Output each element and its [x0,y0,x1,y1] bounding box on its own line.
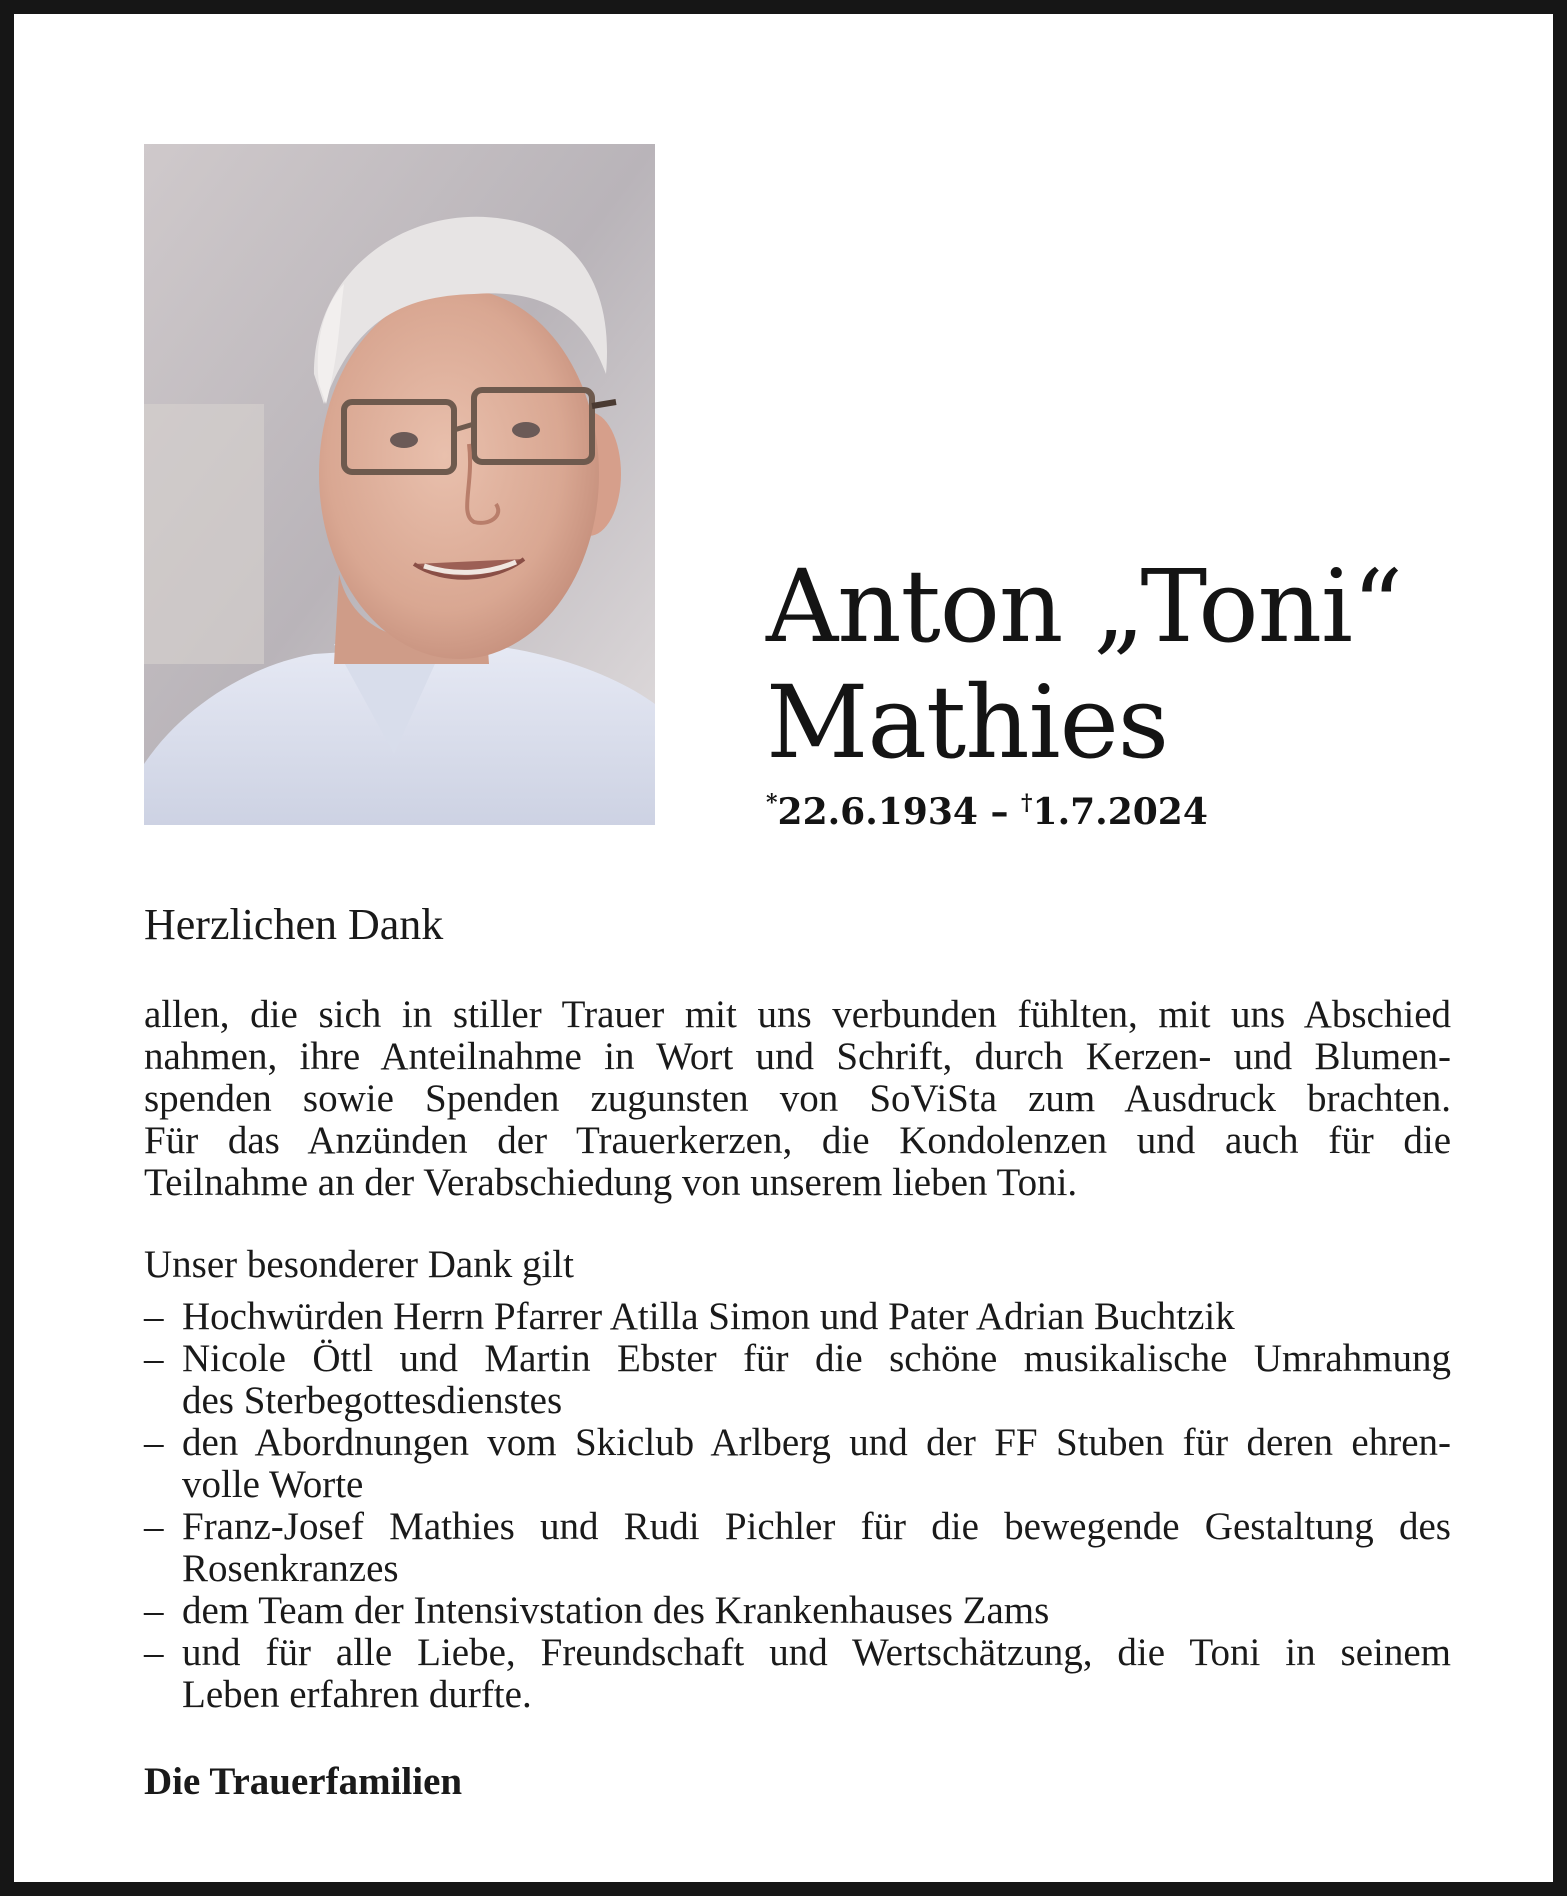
list-item-line: des Sterbegottesdienstes [182,1379,563,1422]
special-thanks-intro: Unser besonderer Dank gilt [144,1243,574,1286]
list-item-line: Hochwürden Herrn Pfarrer Atilla Simon und Pater Adrian Buchtzik [182,1295,1235,1338]
list-item [144,1296,1451,1338]
life-dates [766,790,1208,833]
list-item [144,1338,1451,1422]
death-mark: † [1021,790,1033,816]
birth-mark: * [766,790,778,816]
thanks-paragraph [144,994,1451,1204]
deceased-name-line1: Anton „Toni“ [766,548,1403,665]
list-item [144,1632,1451,1716]
paragraph-line: allen, die sich in stiller Trauer mit uns verbunden fühlten, mit uns Abschied [144,993,1451,1036]
paragraph-line: Teilnahme an der Verabschiedung von unserem lieben Toni. [144,1161,1078,1204]
list-item-line: den Abordnungen vom Skiclub Arlberg und der FF Stuben für deren ehren- [182,1421,1451,1464]
list-item-line: dem Team der Intensivstation des Krankenhauses Zams [182,1589,1050,1632]
dash-bullet: – [144,1337,164,1380]
date-separator: – [977,791,1022,833]
dash-bullet: – [144,1421,164,1464]
list-item-line: Nicole Öttl und Martin Ebster für die schöne musikalische Umrahmung [182,1337,1451,1380]
dash-bullet: – [144,1589,164,1632]
list-item-line: und für alle Liebe, Freundschaft und Wertschätzung, die Toni in seinem [182,1631,1451,1674]
birth-date: 22.6.1934 [777,791,978,833]
list-item-line: Franz-Josef Mathies und Rudi Pichler für die bewegende Gestaltung des [182,1505,1451,1548]
death-date: 1.7.2024 [1032,791,1208,833]
dash-bullet: – [144,1505,164,1548]
deceased-name [766,549,1402,781]
list-item [144,1506,1451,1590]
paragraph-line: Für das Anzünden der Trauerkerzen, die Kondolenzen und auch für die [144,1119,1451,1162]
special-thanks-list [144,1296,1451,1716]
dash-bullet: – [144,1295,164,1338]
paragraph-line: spenden sowie Spenden zugunsten von SoViSta zum Ausdruck brachten. [144,1077,1451,1120]
portrait-photo [144,144,655,825]
thanks-heading: Herzlichen Dank [144,900,444,949]
list-item [144,1590,1451,1632]
list-item [144,1422,1451,1506]
list-item-line: Leben erfahren durfte. [182,1673,532,1716]
dash-bullet: – [144,1631,164,1674]
paragraph-line: nahmen, ihre Anteilnahme in Wort und Schrift, durch Kerzen- und Blumen- [144,1035,1451,1078]
list-item-line: volle Worte [182,1463,364,1506]
deceased-name-line2: Mathies [766,664,1169,781]
list-item-line: Rosenkranzes [182,1547,399,1590]
signature: Die Trauerfamilien [144,1760,463,1803]
